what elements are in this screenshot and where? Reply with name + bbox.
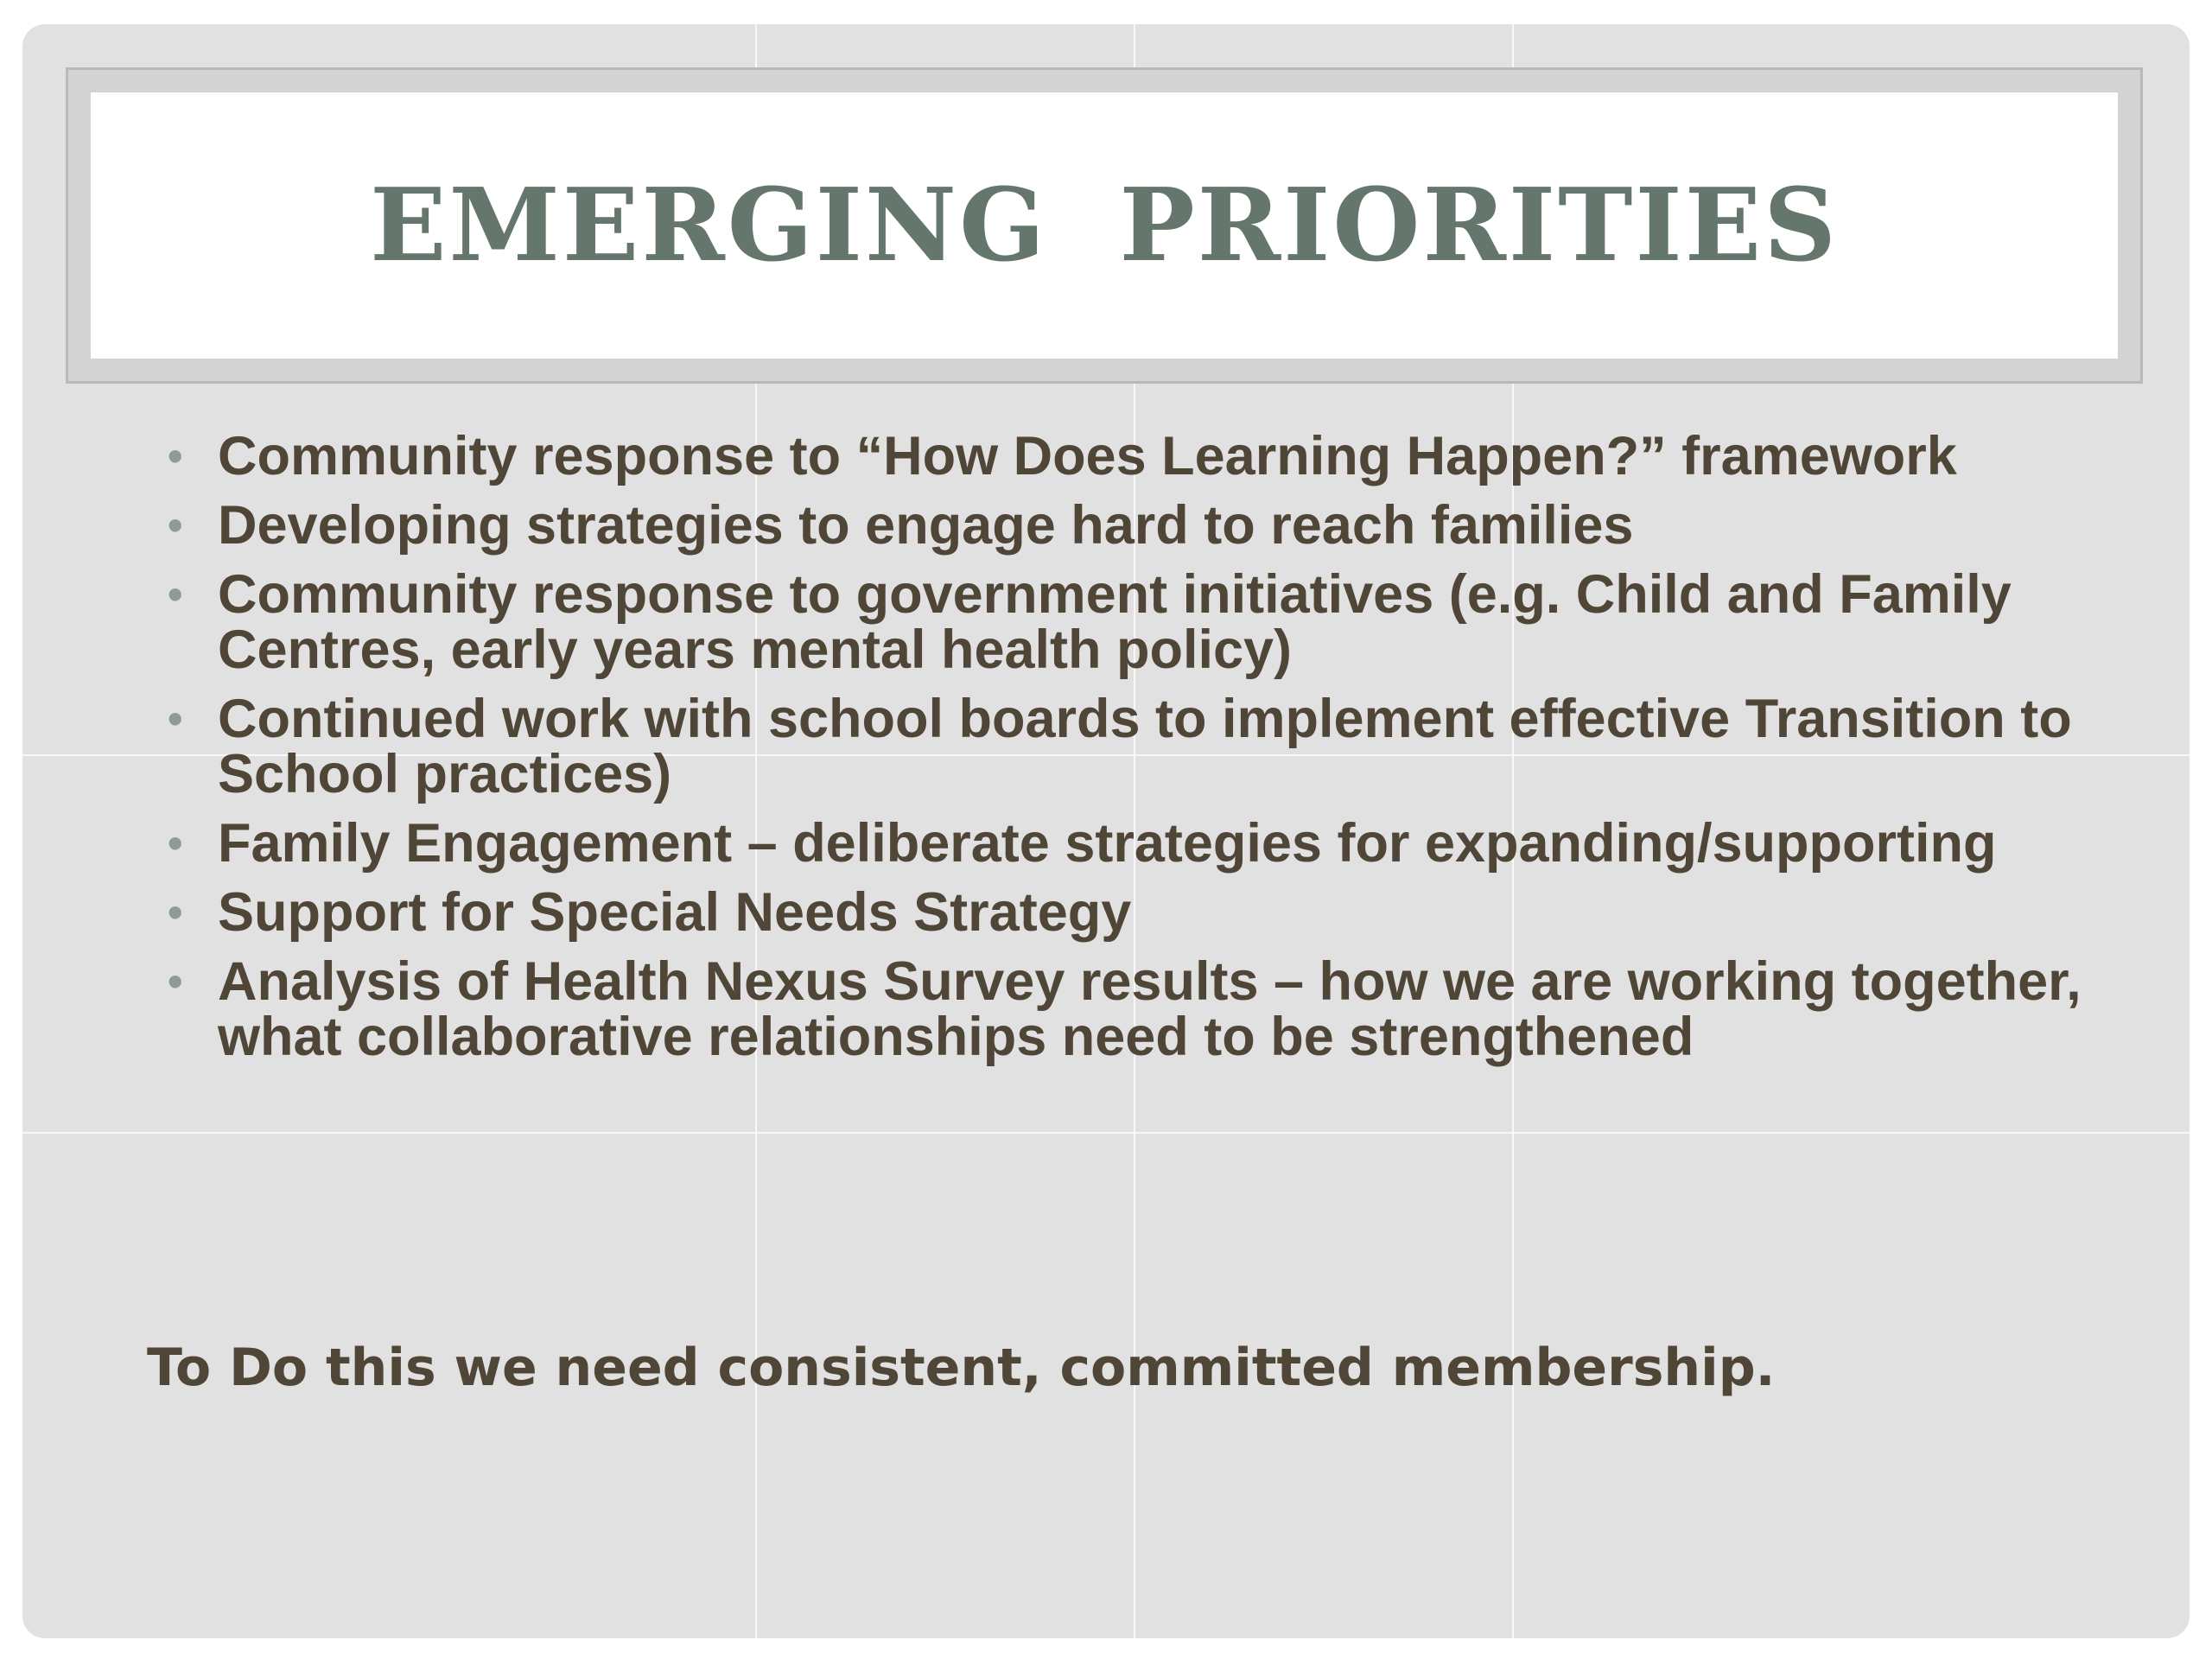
bullet-icon: • (168, 432, 183, 480)
list-item (152, 426, 2105, 486)
bullet-text: Support for Special Needs Strategy (218, 882, 1132, 943)
bullet-text: Community response to government initiatives (e.g. Child and Family Centres, early years mental health policy) (218, 564, 2012, 680)
bullet-icon: • (168, 888, 183, 937)
list-item (152, 951, 2105, 1067)
bullet-icon: • (168, 570, 183, 619)
bullet-text: Family Engagement – deliberate strategies for expanding/supporting (218, 813, 1997, 874)
bullet-icon: • (168, 957, 183, 1006)
slide (22, 24, 2190, 1638)
bullet-icon: • (168, 501, 183, 550)
grid-line (22, 1132, 2190, 1134)
list-item (152, 882, 2105, 943)
bullet-text: Developing strategies to engage hard to reach families (218, 495, 1634, 556)
footer-note: To Do this we need consistent, committed membership. (147, 1338, 1776, 1398)
title-box (91, 92, 2118, 359)
list-item (152, 495, 2105, 556)
bullet-text: Continued work with school boards to implement effective Transition to School practices) (218, 689, 2072, 804)
slide-title: EMERGING PRIORITIES (370, 167, 1839, 284)
list-item (152, 691, 2105, 802)
bullet-text: Community response to “How Does Learning Happen?” framework (218, 426, 1957, 486)
list-item (152, 813, 2105, 874)
list-item (152, 564, 2105, 680)
bullet-list (152, 426, 2105, 1078)
bullet-icon: • (168, 695, 183, 743)
title-frame (66, 67, 2143, 384)
bullet-text: Analysis of Health Nexus Survey results – how we are working together, what collaborative relationships need to be strengthened (218, 951, 2082, 1067)
bullet-icon: • (168, 819, 183, 868)
